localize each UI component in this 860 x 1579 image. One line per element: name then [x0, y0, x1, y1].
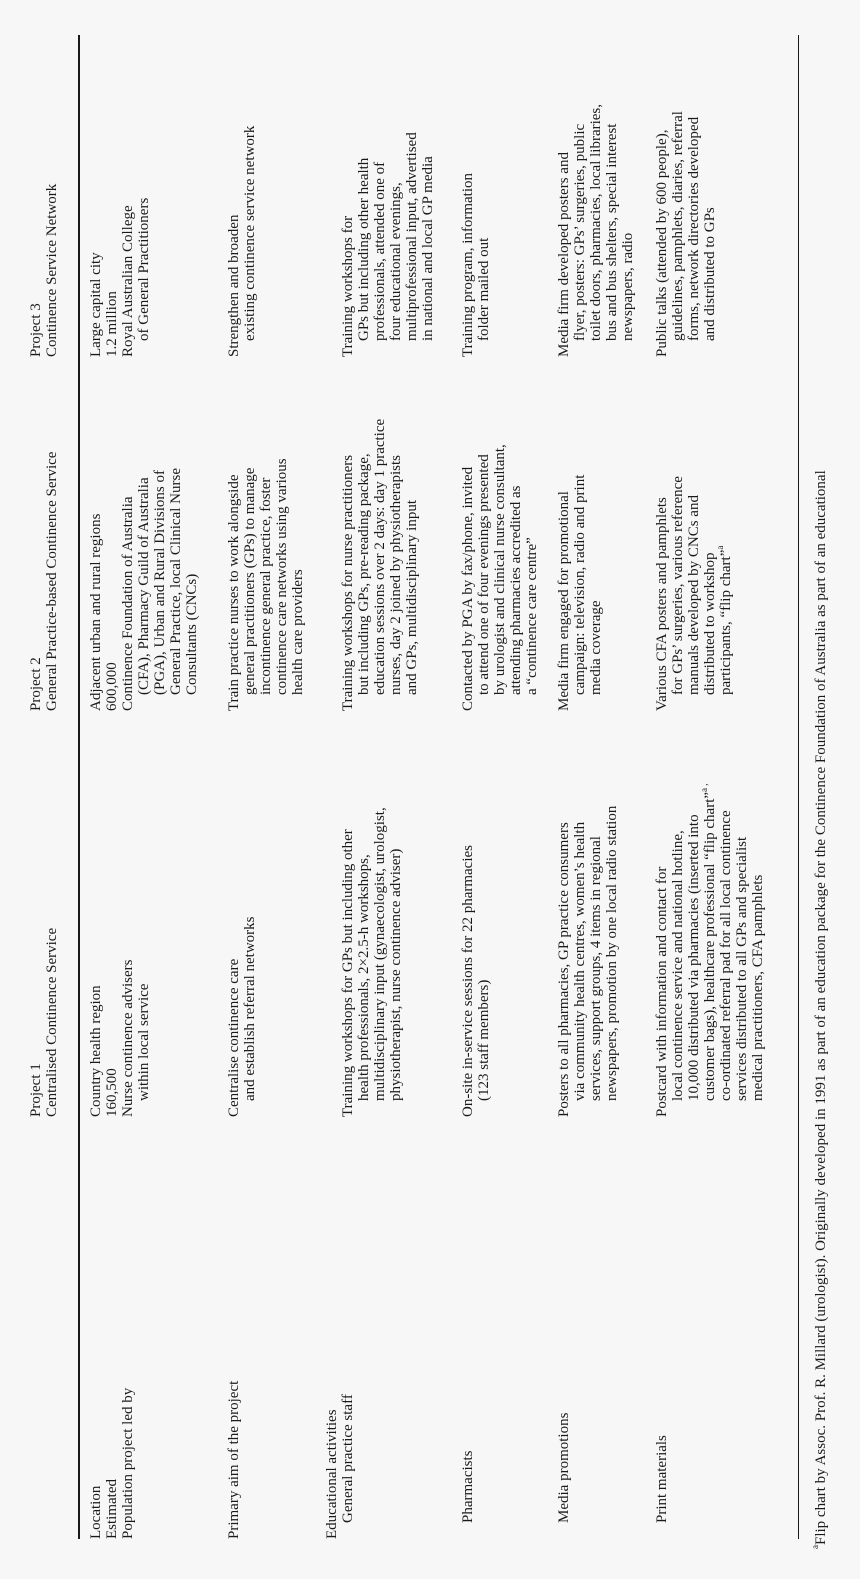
cell-media-p3: Media firm developed posters and flyer, posters: GPs’ surgeries, public toilet doors, pharmacies, local libraries, bus and bus shelters, special interest newspapers, radio — [556, 103, 636, 357]
row-label-print: Print materials — [654, 1435, 670, 1523]
header-project3: Project 3 Continence Service Network — [28, 183, 60, 357]
footnote-ref: a , — [699, 783, 709, 792]
cell-print-p2: Various CFA posters and pamphlets for GPs’ surgeries, various reference manuals developed by CNCs and distributed to workshop participants, “flip chart”$^a$ — [654, 476, 734, 711]
footnote-marker: a — [810, 1545, 820, 1549]
cell-aim-p1: Centralise continence care and establish referral networks — [226, 916, 258, 1117]
cell-media-p1: Posters to all pharmacies, GP practice consumers via community health centres, women’s health services, support groups, 4 items in regional newspapers, promotion by one local radio station — [556, 805, 620, 1117]
cell-location-p1: Country health region 160,500 Nurse continence advisers within local service — [88, 959, 152, 1117]
header-project2: Project 2 General Practice-based Continence Service — [28, 451, 60, 711]
cell-location-p2: Adjacent urban and rural regions 600,000 Continence Foundation of Australia (CFA), Pharmacy Guild of Australia (PGA), Urban and Rural Divisions of General Practice, local Clinical Nurse Consultants (CNCs) — [88, 468, 200, 711]
bottom-rule — [798, 35, 799, 1539]
row-label-location: Location Estimated Population project led by — [88, 1387, 136, 1539]
row-label-education: Educational activities General practice staff — [324, 1394, 356, 1539]
cell-pharmacists-p2: Contacted by PGA by fax/phone, invited to attend one of four evenings presented by urologist and clinical nurse consultant, attending pharmacies accredited as a “continence care centre” — [460, 444, 540, 711]
row-label-media: Media promotions — [556, 1412, 572, 1523]
cell-location-p3: Large capital city 1.2 million Royal Australian College of General Practitioners — [88, 197, 152, 357]
cell-aim-p2: Train practice nurses to work alongside general practitioners (GPs) to manage incontinence general practice, foster continence care networks using various health care providers — [226, 458, 306, 711]
cell-pharmacists-p1: On-site in-service sessions for 22 pharmacies (123 staff members) — [460, 844, 492, 1117]
footnote-text: Flip chart by Assoc. Prof. R. Millard (urologist). Originally developed in 1991 as part of an education package for the Continence Foundation of Australia as part of an educational — [813, 470, 829, 1545]
cell-pharmacists-p3: Training program, information folder mailed out — [460, 172, 492, 357]
footnote-ref: a — [715, 545, 725, 550]
cell-print-p3: Public talks (attended by 600 people), guidelines, pamphlets, diaries, referral forms, network directories developed and distributed to GPs — [654, 111, 718, 357]
cell-education-p2: Training workshops for nurse practitioners but including GPs, pre-reading package, education sessions over 2 days: day 1 practice nurses, day 2 joined by physiotherapists and GPs, multidisciplinary input — [340, 418, 420, 711]
cell-aim-p3: Strengthen and broaden existing continence service network — [226, 125, 258, 357]
cell-education-p3: Training workshops for GPs but including other health professionals, attended one of four educational evenings, multiprofessional input, advertised in national and local GP media — [340, 132, 436, 357]
row-label-pharmacists: Pharmacists — [460, 1450, 476, 1523]
cell-media-p2: Media firm engaged for promotional campaign: television, radio and print media coverage — [556, 474, 604, 711]
cell-education-p1: Training workshops for GPs but including other health professionals, 2×2.5-h workshops, multidisciplinary input (gynaecologist, urologist, physiotherapist, nurse continence adviser) — [340, 807, 404, 1117]
row-label-aim: Primary aim of the project — [226, 1380, 242, 1539]
cell-print-p1: Postcard with information and contact for local continence service and national hotline, 10,000 distributed via pharmacies (inserted into customer bags), healthcare professional “flip chart”$^{a ,}$ co-ordinated referral pad for all local continence services distributed to all GPs and specialist medical practitioners, CFA pamphlets — [654, 783, 766, 1117]
top-rule — [78, 35, 80, 1539]
header-project1: Project 1 Centralised Continence Service — [28, 927, 60, 1117]
footnote — [810, 470, 830, 1549]
